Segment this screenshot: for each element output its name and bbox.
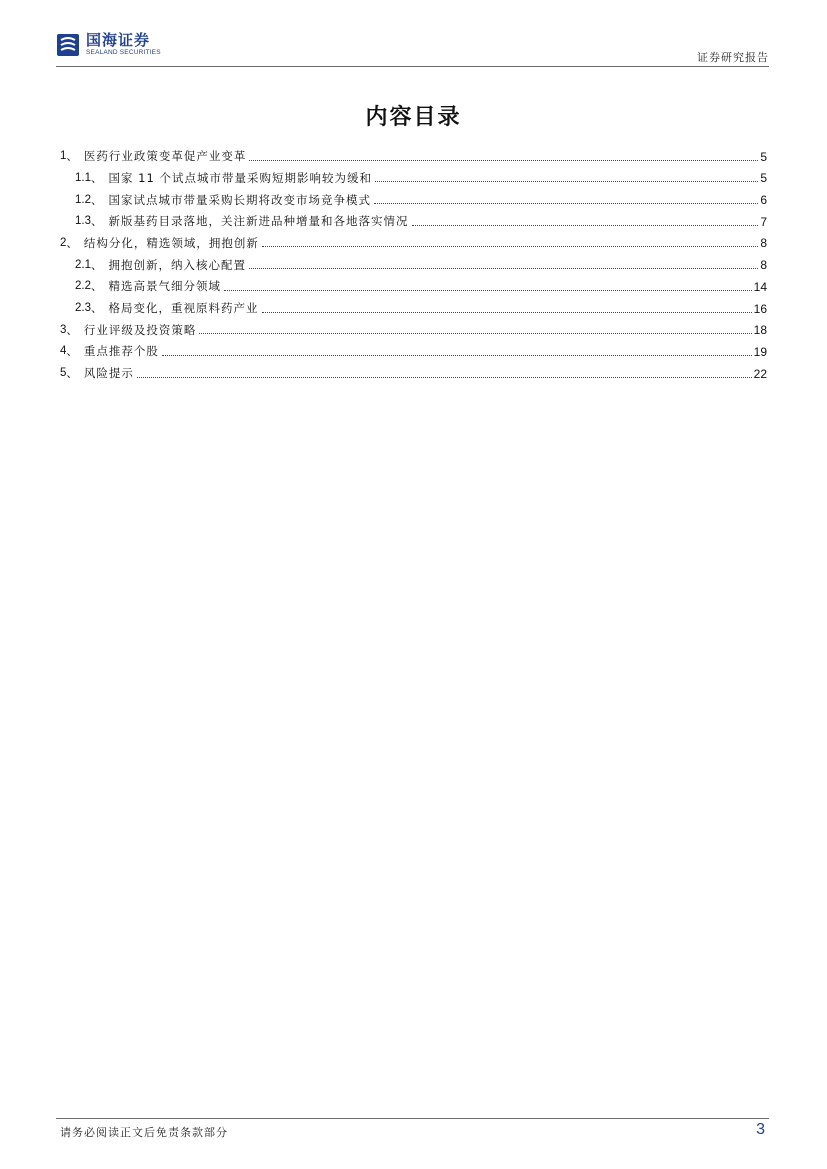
toc-entry-4[interactable] (60, 336, 767, 358)
toc-entry-2-3[interactable] (60, 293, 767, 315)
toc-entry-page: 8 (760, 236, 767, 251)
toc-entry-separator: 、 (66, 322, 78, 337)
toc-entry-page: 16 (753, 301, 767, 316)
toc-entry-title: 重点推荐个股 (83, 344, 159, 359)
toc-entry-page: 8 (760, 258, 767, 273)
toc-entry-separator: 、 (91, 257, 103, 272)
toc-entry-title: 格局变化，重视原料药产业 (108, 301, 259, 315)
toc-entry-page: 19 (753, 344, 767, 359)
footer-disclaimer: 请务必阅读正文后免责条款部分 (60, 1126, 228, 1139)
toc-entry-1[interactable] (60, 141, 767, 163)
toc-dot-leader (262, 246, 758, 247)
logo-chinese-name: 国海证券 (86, 31, 151, 50)
toc-entry-number: 1 (60, 150, 67, 163)
toc-entry-separator: 、 (91, 279, 103, 294)
toc-entry-title: 国家试点城市带量采购长期将改变市场竞争模式 (108, 192, 371, 207)
toc-entry-1-3[interactable] (60, 206, 767, 228)
toc-entry-1-1[interactable] (60, 163, 767, 185)
toc-entry-separator: 、 (66, 344, 78, 359)
footer-divider (56, 1118, 769, 1119)
toc-dot-leader (412, 225, 759, 226)
toc-entry-page: 5 (760, 171, 767, 186)
toc-entry-5[interactable] (60, 358, 767, 380)
toc-entry-2-2[interactable] (60, 271, 767, 293)
toc-entry-title: 结构分化，精选领域，拥抱创新 (83, 235, 259, 250)
toc-entry-2[interactable] (60, 228, 767, 250)
toc-entry-page: 14 (753, 279, 767, 294)
toc-entry-title: 行业评级及投资策略 (83, 322, 197, 337)
toc-entry-number: 2.1 (75, 258, 91, 271)
toc-entry-number: 1.1 (75, 171, 91, 184)
toc-entry-separator: 、 (66, 366, 78, 381)
toc-dot-leader (224, 290, 752, 291)
toc-dot-leader (137, 377, 752, 378)
toc-entry-separator: 、 (66, 235, 78, 250)
toc-dot-leader (262, 312, 752, 313)
toc-entry-number: 2 (60, 236, 67, 249)
toc-entry-number: 3 (60, 323, 67, 336)
table-of-contents (60, 141, 767, 380)
toc-entry-3[interactable] (60, 315, 767, 337)
toc-entry-number: 4 (60, 345, 67, 358)
toc-entry-number: 1.2 (75, 193, 91, 206)
toc-title: 内容目录 (365, 105, 462, 130)
toc-entry-title: 医药行业政策变革促产业变革 (83, 149, 247, 164)
toc-entry-1-2[interactable] (60, 184, 767, 206)
toc-entry-page: 18 (753, 323, 767, 338)
toc-dot-leader (162, 355, 752, 356)
toc-entry-separator: 、 (91, 192, 103, 207)
sealand-logo-icon (56, 33, 80, 57)
toc-entry-page: 7 (760, 214, 767, 229)
toc-entry-title: 风险提示 (83, 366, 134, 381)
report-type-label: 证券研究报告 (697, 51, 769, 64)
toc-entry-separator: 、 (91, 214, 103, 229)
toc-dot-leader (249, 160, 758, 161)
toc-entry-title: 拥抱创新，纳入核心配置 (108, 257, 246, 272)
toc-entry-number: 5 (60, 367, 67, 380)
toc-entry-number: 1.3 (75, 215, 91, 228)
toc-entry-separator: 、 (66, 149, 78, 164)
brand-logo (56, 33, 161, 57)
logo-english-name: SEALAND SECURITIES (86, 49, 161, 57)
toc-entry-title: 精选高景气细分领域 (108, 279, 221, 294)
toc-entry-title: 国家 11 个试点城市带量采购短期影响较为缓和 (108, 170, 372, 185)
page-number: 3 (756, 1121, 765, 1138)
toc-entry-separator: 、 (91, 170, 103, 185)
toc-dot-leader (375, 181, 758, 182)
toc-dot-leader (199, 333, 751, 334)
toc-dot-leader (249, 268, 758, 269)
header-divider (56, 66, 769, 67)
toc-dot-leader (374, 203, 758, 204)
toc-entry-2-1[interactable] (60, 249, 767, 271)
toc-entry-page: 6 (760, 193, 767, 208)
toc-entry-separator: 、 (91, 301, 103, 315)
toc-entry-title: 新版基药目录落地，关注新进品种增量和各地落实情况 (108, 214, 409, 229)
toc-entry-number: 2.2 (75, 280, 91, 293)
toc-entry-page: 5 (760, 149, 767, 164)
toc-entry-number: 2.3 (75, 302, 91, 314)
toc-entry-page: 22 (753, 366, 767, 381)
